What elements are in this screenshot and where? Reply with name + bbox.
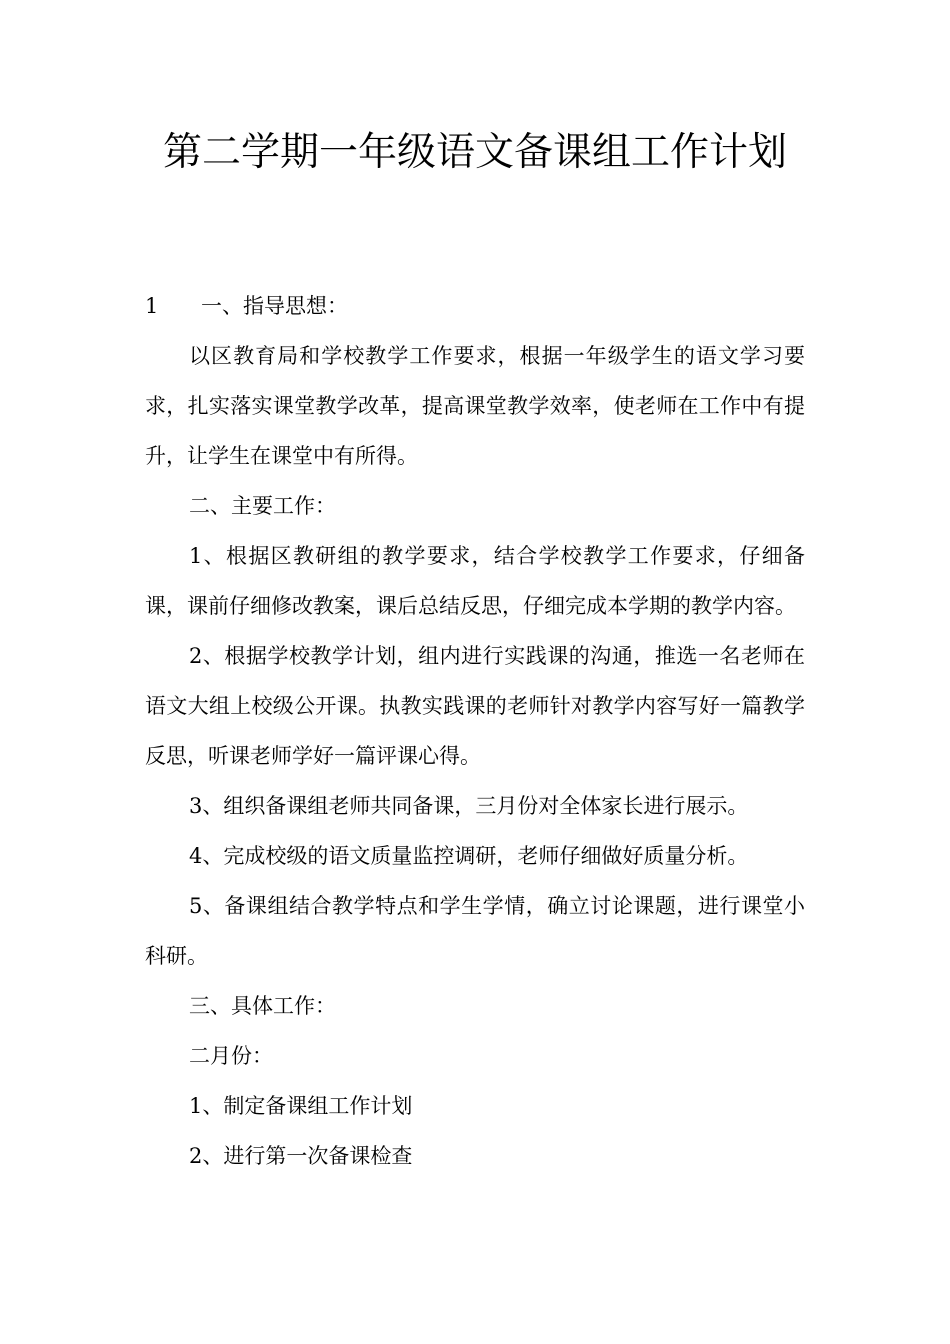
section-number: 1 — [145, 294, 159, 318]
document-body — [145, 281, 805, 1181]
section-heading: 一、指导思想： — [201, 294, 348, 318]
section-heading-guiding-ideas — [145, 281, 805, 331]
main-work-item-4: 4、完成校级的语文质量监控调研，老师仔细做好质量分析。 — [189, 844, 749, 868]
main-work-item-3: 3、组织备课组老师共同备课，三月份对全体家长进行展示。 — [189, 794, 749, 818]
main-work-item-1: 1、根据区教研组的教学要求，结合学校教学工作要求，仔细备课，课前仔细修改教案，课后总结反思，仔细完成本学期的教学内容。 — [145, 544, 805, 618]
heading-main-work: 二、主要工作： — [189, 494, 336, 518]
heading-specific-work: 三、具体工作： — [189, 994, 336, 1018]
february-item-2: 2、进行第一次备课检查 — [189, 1144, 413, 1168]
paragraph-guiding-ideas: 以区教育局和学校教学工作要求，根据一年级学生的语文学习要求，扎实落实课堂教学改革，提高课堂教学效率，使老师在工作中有提升，让学生在课堂中有所得。 — [145, 344, 805, 468]
main-work-item-2: 2、根据学校教学计划，组内进行实践课的沟通，推选一名老师在语文大组上校级公开课。执教实践课的老师针对教学内容写好一篇教学反思，听课老师学好一篇评课心得。 — [145, 644, 805, 768]
february-item-1: 1、制定备课组工作计划 — [189, 1094, 413, 1118]
month-heading-february: 二月份： — [189, 1044, 273, 1068]
document-title: 第二学期一年级语文备课组工作计划 — [162, 130, 787, 175]
main-work-item-5: 5、备课组结合教学特点和学生学情，确立讨论课题，进行课堂小科研。 — [145, 894, 805, 968]
